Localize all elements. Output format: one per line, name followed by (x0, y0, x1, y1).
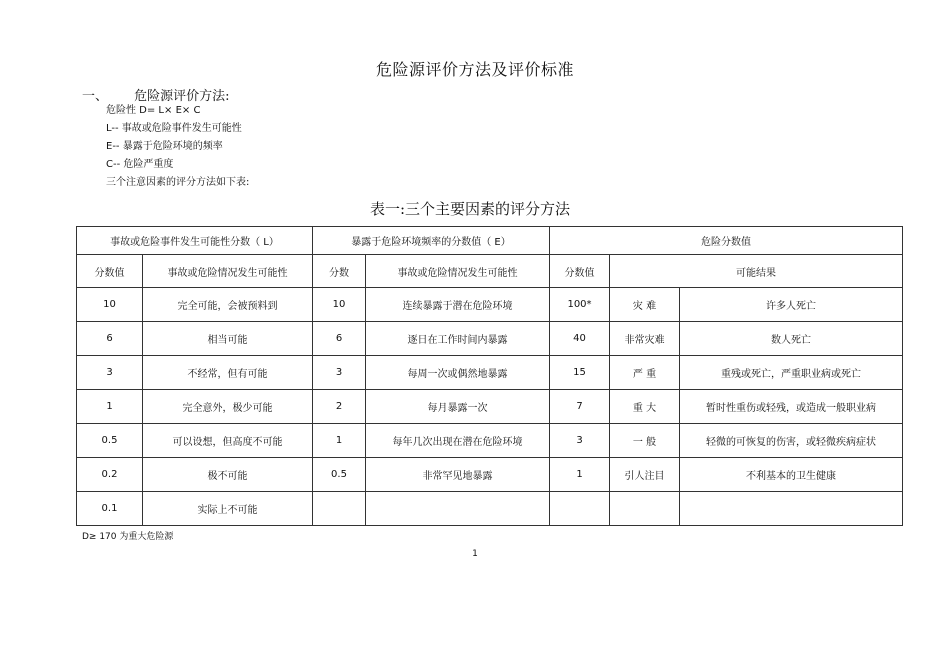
table-cell (550, 492, 610, 526)
definition-c: C-- 危险严重度 (106, 159, 174, 170)
table-cell: 灾 难 (610, 288, 680, 322)
table-cell: 极不可能 (143, 458, 313, 492)
table-cell: 6 (313, 322, 366, 356)
table-cell: 完全意外，极少可能 (143, 390, 313, 424)
definition-e: E-- 暴露于危险环境的频率 (106, 141, 223, 152)
formula-line: 危险性 D= L× E× C (106, 105, 201, 116)
sub-header-cell: 分数值 (77, 255, 143, 288)
table-cell: 数人死亡 (680, 322, 903, 356)
table-cell: 许多人死亡 (680, 288, 903, 322)
definition-l: L-- 事故或危险事件发生可能性 (106, 123, 242, 134)
sub-header-cell: 分数值 (550, 255, 610, 288)
table-cell: 0.2 (77, 458, 143, 492)
table-row (77, 322, 903, 356)
table-cell: 10 (313, 288, 366, 322)
table-cell: 不利基本的卫生健康 (680, 458, 903, 492)
table-cell: 2 (313, 390, 366, 424)
table-cell: 6 (77, 322, 143, 356)
table-cell: 1 (77, 390, 143, 424)
table-cell: 1 (550, 458, 610, 492)
table-row (77, 288, 903, 322)
table-cell: 1 (313, 424, 366, 458)
table-row (77, 458, 903, 492)
table-cell (610, 492, 680, 526)
group-header-l: 事故或危险事件发生可能性分数（ L） (77, 227, 313, 255)
method-description (106, 102, 249, 192)
table-cell: 0.5 (313, 458, 366, 492)
table-cell (313, 492, 366, 526)
sub-header-cell: 可能结果 (610, 255, 903, 288)
scoring-table (76, 226, 903, 526)
table-row (77, 356, 903, 390)
table-cell: 暂时性重伤或轻残，或造成一般职业病 (680, 390, 903, 424)
table-cell: 逐日在工作时间内暴露 (366, 322, 550, 356)
table-cell: 实际上不可能 (143, 492, 313, 526)
table-cell: 0.5 (77, 424, 143, 458)
table-cell: 不经常，但有可能 (143, 356, 313, 390)
page-number: 1 (472, 549, 478, 559)
group-header-row (77, 227, 903, 255)
table-row (77, 492, 903, 526)
table-cell: 相当可能 (143, 322, 313, 356)
group-header-d: 危险分数值 (550, 227, 903, 255)
table-cell: 40 (550, 322, 610, 356)
section-number: 一、 (82, 89, 109, 104)
table-cell: 重残或死亡，严重职业病或死亡 (680, 356, 903, 390)
group-header-e: 暴露于危险环境频率的分数值（ E） (313, 227, 550, 255)
table-cell: 0.1 (77, 492, 143, 526)
sub-header-row (77, 255, 903, 288)
table-cell (680, 492, 903, 526)
table-row (77, 424, 903, 458)
table-intro-line: 三个注意因素的评分方法如下表: (106, 177, 250, 188)
table-cell: 3 (313, 356, 366, 390)
table-cell: 重 大 (610, 390, 680, 424)
table-cell: 非常罕见地暴露 (366, 458, 550, 492)
section-heading-text: 危险源评价方法: (134, 89, 230, 104)
table-cell: 15 (550, 356, 610, 390)
table-cell: 10 (77, 288, 143, 322)
table-cell: 7 (550, 390, 610, 424)
footnote: D≥ 170 为重大危险源 (82, 532, 174, 542)
table-cell: 一 般 (610, 424, 680, 458)
table-cell: 每年几次出现在潜在危险环境 (366, 424, 550, 458)
table-cell: 3 (77, 356, 143, 390)
table-cell: 完全可能，会被预料到 (143, 288, 313, 322)
table-cell: 轻微的可恢复的伤害，或轻微疾病症状 (680, 424, 903, 458)
document-title: 危险源评价方法及评价标准 (375, 60, 574, 79)
table-cell: 3 (550, 424, 610, 458)
table-cell: 引人注目 (610, 458, 680, 492)
table-cell (366, 492, 550, 526)
table-row (77, 390, 903, 424)
table-title: 表一:三个主要因素的评分方法 (369, 200, 571, 218)
table-cell: 100* (550, 288, 610, 322)
sub-header-cell: 分数 (313, 255, 366, 288)
sub-header-cell: 事故或危险情况发生可能性 (143, 255, 313, 288)
table-cell: 每周一次或偶然地暴露 (366, 356, 550, 390)
table-cell: 每月暴露一次 (366, 390, 550, 424)
table-cell: 可以设想，但高度不可能 (143, 424, 313, 458)
table-cell: 非常灾难 (610, 322, 680, 356)
table-cell: 连续暴露于潜在危险环境 (366, 288, 550, 322)
sub-header-cell: 事故或危险情况发生可能性 (366, 255, 550, 288)
table-cell: 严 重 (610, 356, 680, 390)
